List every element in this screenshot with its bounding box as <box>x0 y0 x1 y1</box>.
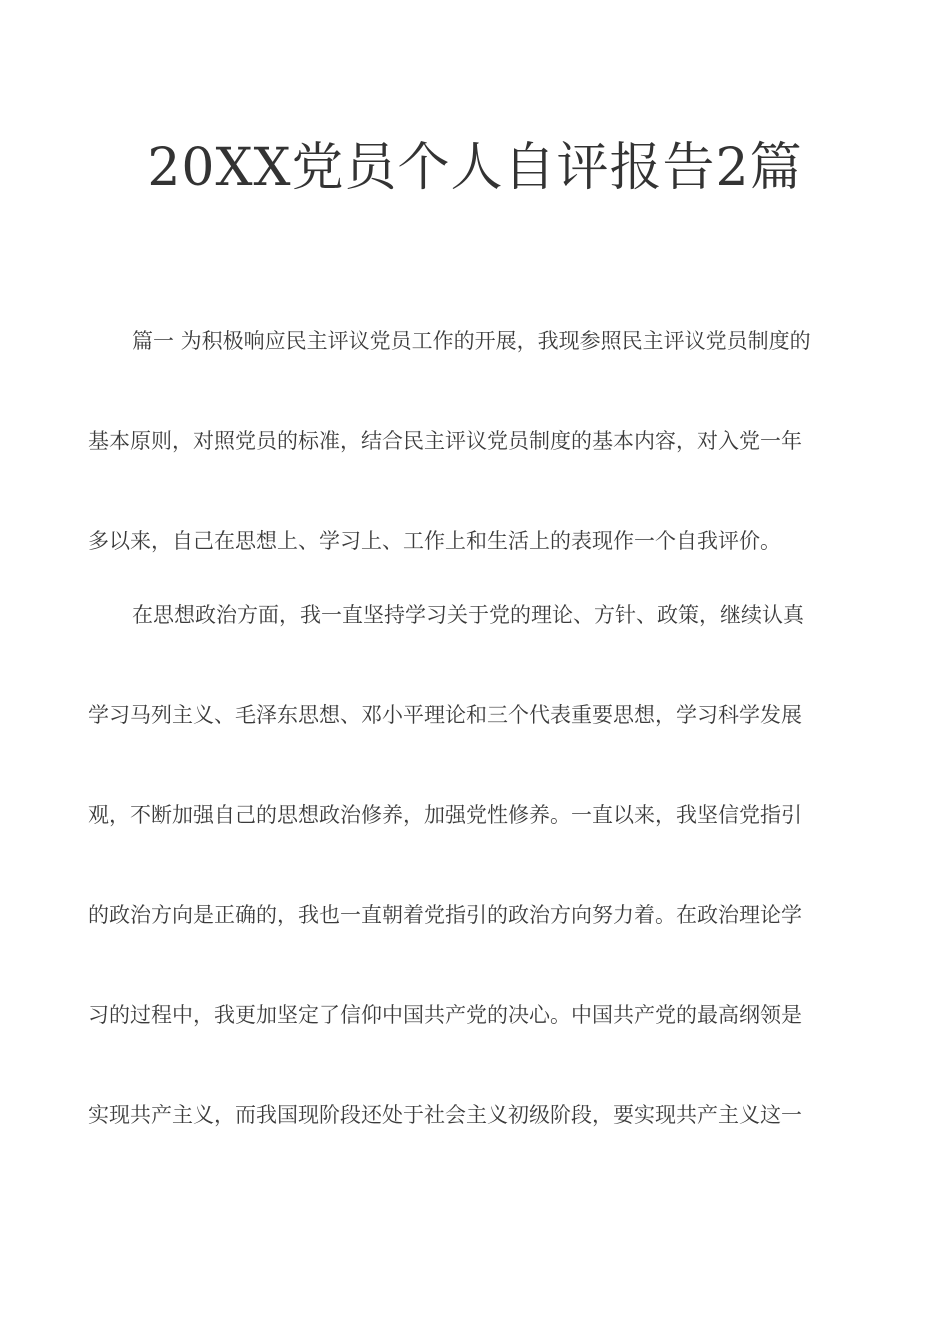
paragraph-line: 多以来，自己在思想上、学习上、工作上和生活上的表现作一个自我评价。 <box>88 529 781 553</box>
paragraph-line: 在思想政治方面，我一直坚持学习关于党的理论、方针、政策，继续认真 <box>132 603 804 627</box>
paragraph-line: 的政治方向是正确的，我也一直朝着党指引的政治方向努力着。在政治理论学 <box>88 903 802 927</box>
paragraph-line: 基本原则，对照党员的标准，结合民主评议党员制度的基本内容，对入党一年 <box>88 429 802 453</box>
document-title: 20XX党员个人自评报告2篇 <box>147 138 803 198</box>
paragraph-line: 篇一 为积极响应民主评议党员工作的开展，我现参照民主评议党员制度的 <box>132 329 811 353</box>
paragraph-line: 实现共产主义，而我国现阶段还处于社会主义初级阶段，要实现共产主义这一 <box>88 1103 802 1127</box>
paragraph-line: 观，不断加强自己的思想政治修养，加强党性修养。一直以来，我坚信党指引 <box>88 803 802 827</box>
paragraph-line: 习的过程中，我更加坚定了信仰中国共产党的决心。中国共产党的最高纲领是 <box>88 1003 802 1027</box>
paragraph-line: 学习马列主义、毛泽东思想、邓小平理论和三个代表重要思想，学习科学发展 <box>88 703 802 727</box>
